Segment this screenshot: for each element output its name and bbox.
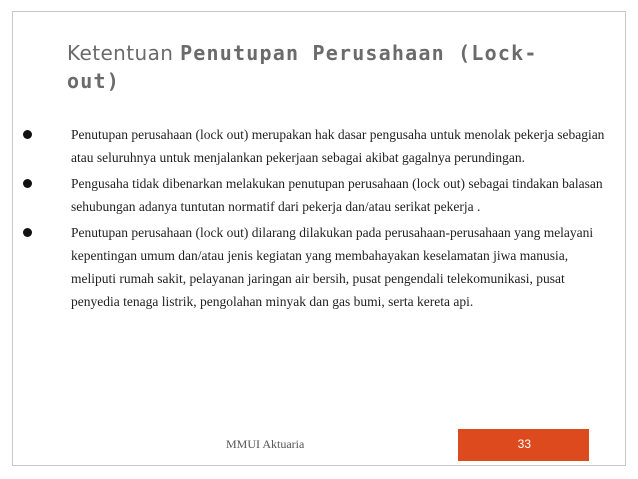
- bullet-icon: [23, 130, 32, 139]
- bullet-item: [22, 123, 614, 169]
- bullet-icon: [23, 228, 32, 237]
- bullet-list: [22, 123, 614, 316]
- slide-title: [67, 39, 587, 95]
- page-number: 33: [517, 437, 531, 451]
- bullet-item: [22, 221, 614, 313]
- bullet-icon: [23, 179, 32, 188]
- page-number-box: [458, 429, 589, 461]
- title-strong: Penutupan Perusahaan (Lock-out): [67, 41, 538, 93]
- bullet-text: Pengusaha tidak dibenarkan melakukan penutupan perusahaan (lock out) sebagai tindakan balasan sehubungan adanya tuntutan normatif dari pekerja dan/atau serikat pekerja .: [71, 176, 603, 214]
- footer-label: MMUI Aktuaria: [226, 437, 305, 451]
- title-regular: Ketentuan: [67, 41, 181, 65]
- bullet-item: [22, 172, 614, 218]
- bullet-text: Penutupan perusahaan (lock out) merupakan hak dasar pengusaha untuk menolak pekerja sebagian atau seluruhnya untuk menjalankan pekerjaan sebagai akibat gagalnya perundingan.: [71, 127, 605, 165]
- bullet-text: Penutupan perusahaan (lock out) dilarang dilakukan pada perusahaan-perusahaan yang melayani kepentingan umum dan/atau jenis kegiatan yang membahayakan keselamatan jiwa manusia, meliputi rumah sakit, pelayanan jaringan air bersih, pusat pengendali telekomunikasi, pusat penyedia tenaga listrik, pengolahan minyak dan gas bumi, serta kereta api.: [71, 225, 594, 309]
